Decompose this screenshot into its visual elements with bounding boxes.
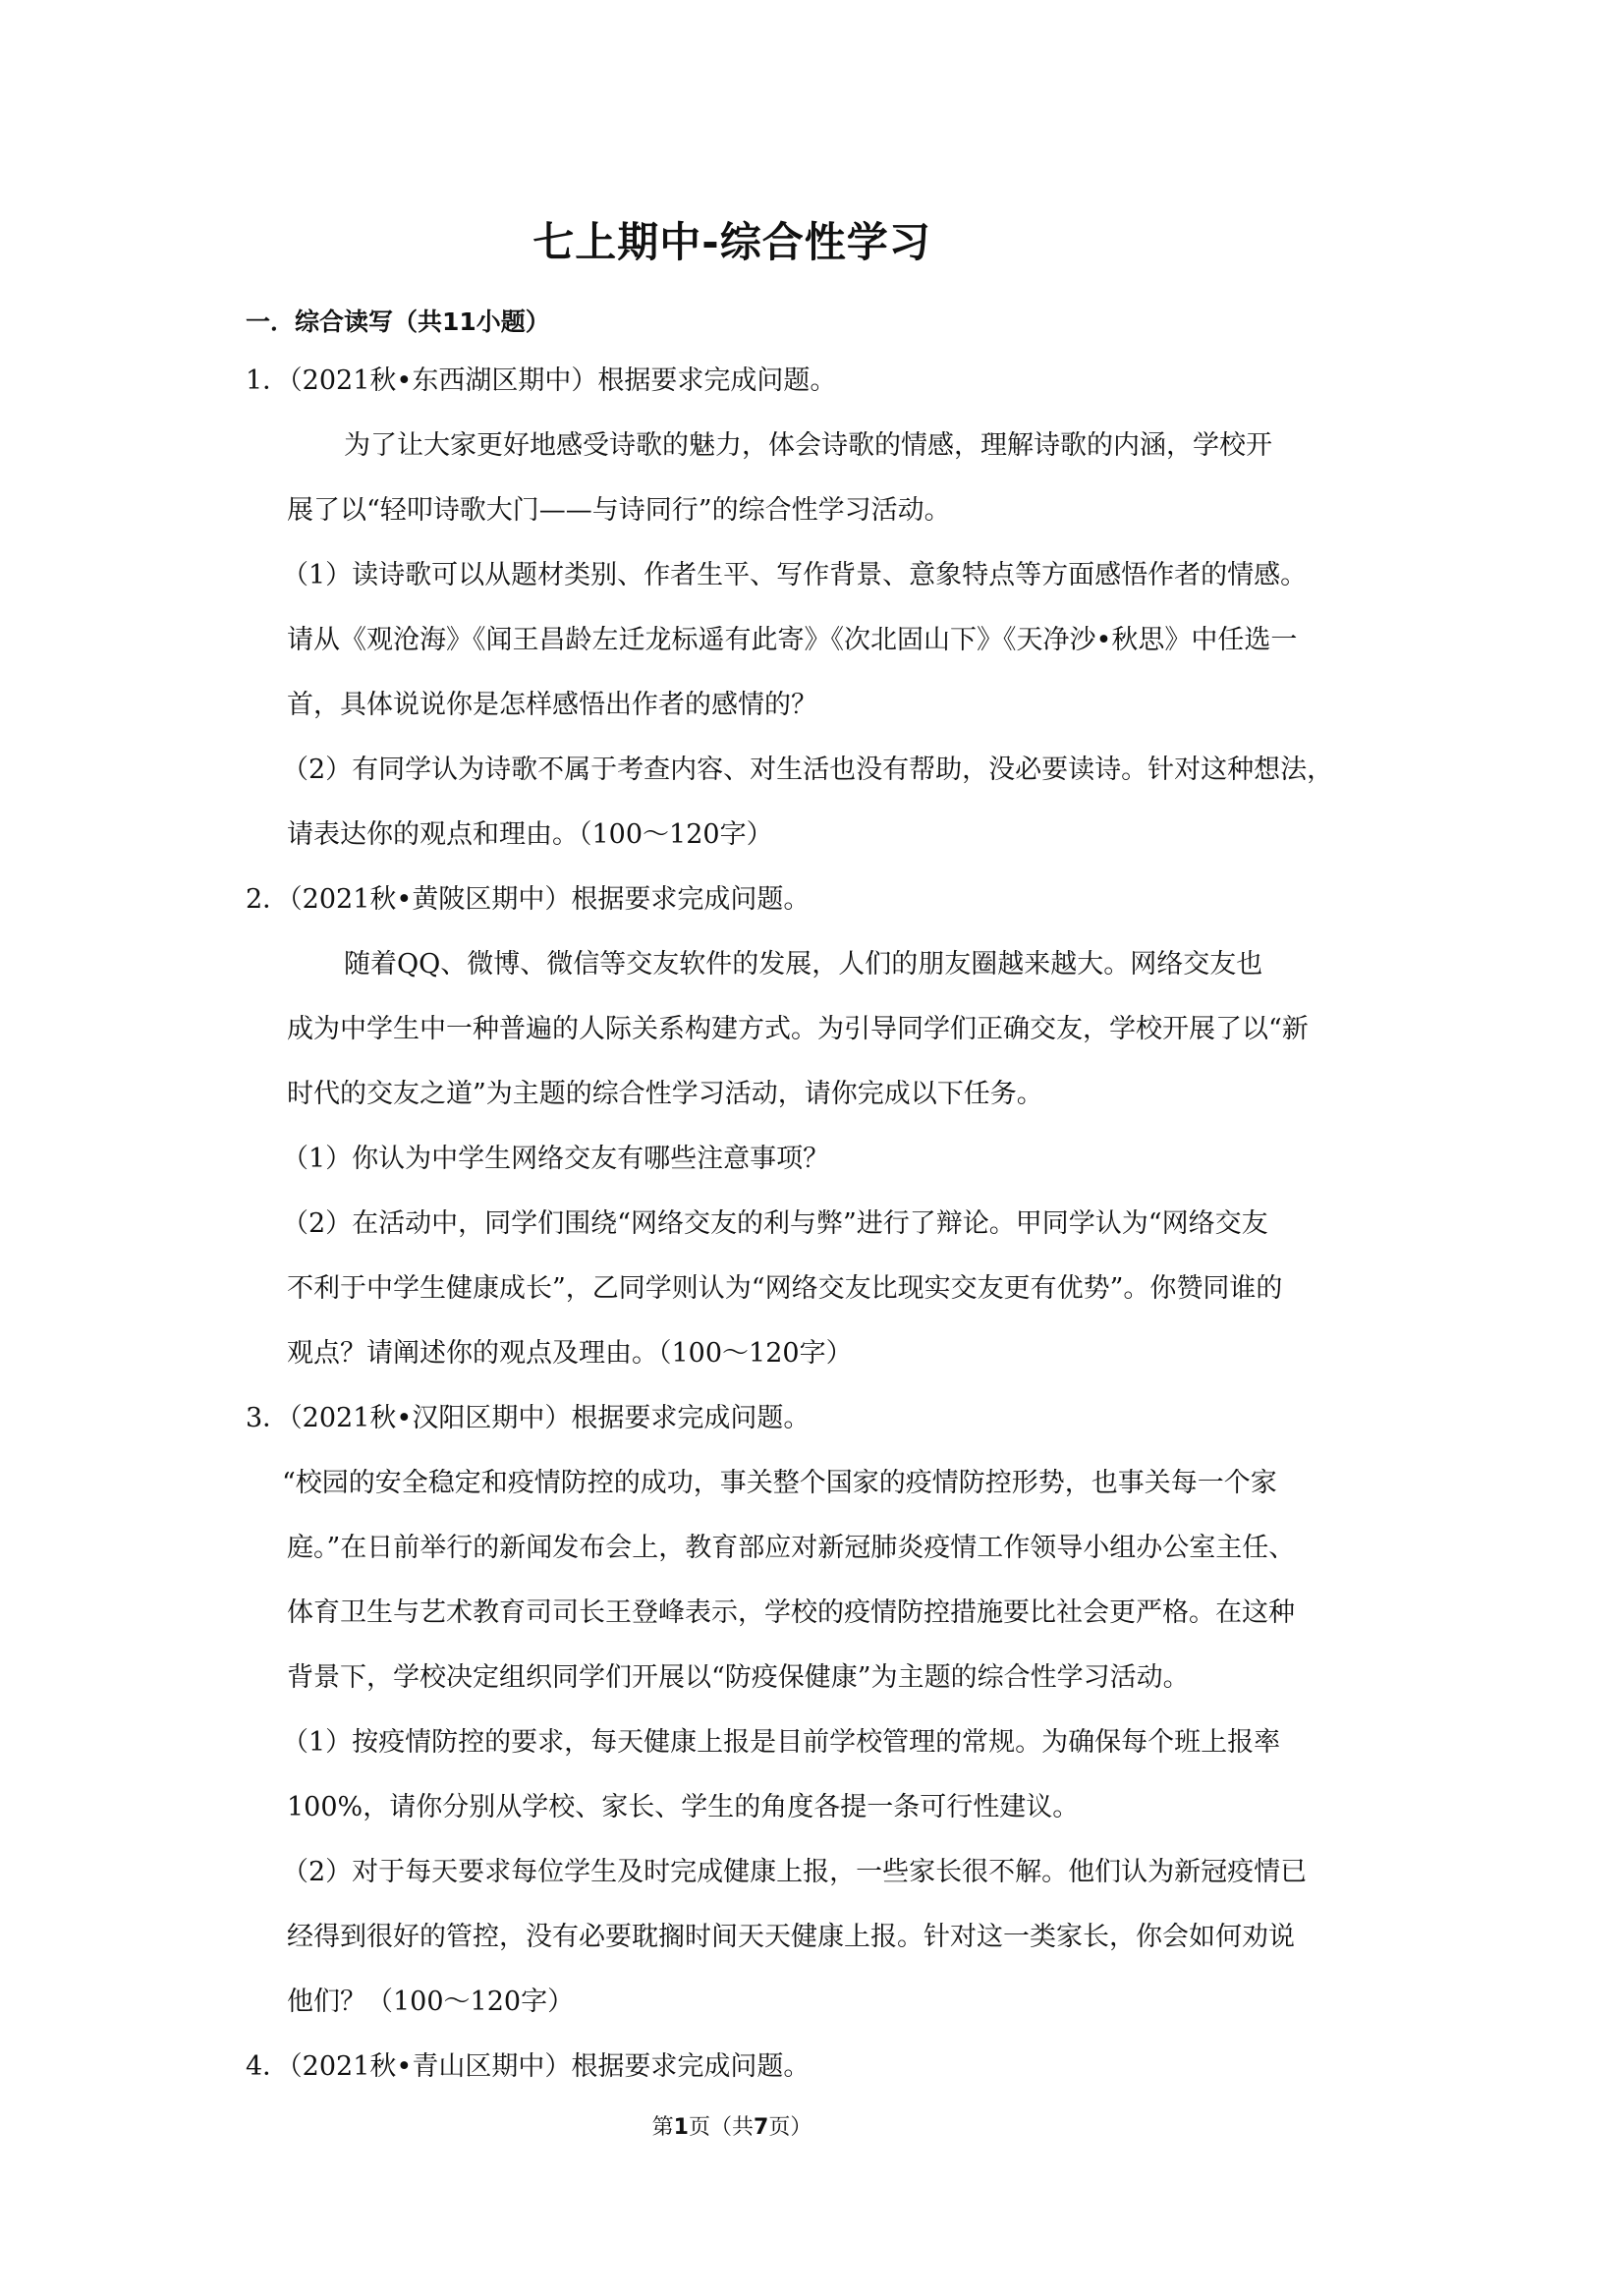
- question-1-line: （2）有同学认为诗歌不属于考查内容、对生活也没有帮助，没必要读诗。针对这种想法，: [282, 755, 1334, 785]
- question-1-line: 首，具体说说你是怎样感悟出作者的感情的？: [287, 690, 817, 720]
- question-1-line: 请从《观沧海》《闻王昌龄左迁龙标遥有此寄》《次北固山下》《天净沙•秋思》中任选一: [287, 625, 1298, 655]
- question-3-line: （2）对于每天要求每位学生及时完成健康上报，一些家长很不解。他们认为新冠疫情已: [282, 1857, 1308, 1887]
- page-footer: [0, 2110, 1464, 2141]
- question-3-line: 背景下，学校决定组织同学们开展以“防疫保健康”为主题的综合性学习活动。: [287, 1662, 1190, 1693]
- question-1-line: （1）读诗歌可以从题材类别、作者生平、写作背景、意象特点等方面感悟作者的情感。: [282, 560, 1308, 590]
- question-1-line: 展了以“轻叩诗歌大门——与诗同行”的综合性学习活动。: [287, 495, 951, 526]
- question-2-line: （2）在活动中，同学们围绕“网络交友的利与弊”进行了辩论。甲同学认为“网络交友: [282, 1208, 1268, 1239]
- footer-total-pages: 7: [754, 2115, 769, 2140]
- question-2-line: 时代的交友之道”为主题的综合性学习活动，请你完成以下任务。: [287, 1079, 1043, 1109]
- question-1-line: 请表达你的观点和理由。（100～120字）: [287, 819, 773, 850]
- footer-suffix: 页）: [768, 2115, 812, 2140]
- section-heading: 一．综合读写（共11小题）: [246, 308, 550, 336]
- question-2-line: （1）你认为中学生网络交友有哪些注意事项？: [282, 1144, 830, 1174]
- question-3-line: 他们？（100～120字）: [287, 1987, 575, 2017]
- question-3-line: 经得到很好的管控，没有必要耽搁时间天天健康上报。针对这一类家长，你会如何劝说: [287, 1922, 1295, 1952]
- footer-prefix: 第: [651, 2115, 674, 2140]
- question-2-line: 观点？请阐述你的观点及理由。（100～120字）: [287, 1338, 853, 1369]
- question-3-line: 体育卫生与艺术教育司司长王登峰表示，学校的疫情防控措施要比社会更严格。在这种: [287, 1597, 1295, 1628]
- question-3-line: （1）按疫情防控的要求，每天健康上报是目前学校管理的常规。为确保每个班上报率: [282, 1727, 1281, 1758]
- question-1-line: 为了让大家更好地感受诗歌的魅力，体会诗歌的情感，理解诗歌的内涵，学校开: [344, 430, 1272, 461]
- question-2-line: 不利于中学生健康成长”，乙同学则认为“网络交友比现实交友更有优势”。你赞同谁的: [287, 1273, 1283, 1304]
- question-4-header: 4．（2021秋•青山区期中）根据要求完成问题。: [246, 2051, 811, 2082]
- question-3-line: 庭。”在日前举行的新闻发布会上，教育部应对新冠肺炎疫情工作领导小组办公室主任、: [287, 1533, 1296, 1563]
- page-title: 七上期中-综合性学习: [532, 218, 931, 266]
- question-2-line: 成为中学生中一种普遍的人际关系构建方式。为引导同学们正确交友，学校开展了以“新: [287, 1014, 1309, 1044]
- question-2-line: 随着QQ、微博、微信等交友软件的发展，人们的朋友圈越来越大。网络交友也: [344, 949, 1263, 980]
- footer-middle: 页（共: [688, 2115, 754, 2140]
- question-3-header: 3．（2021秋•汉阳区期中）根据要求完成问题。: [246, 1403, 811, 1433]
- question-1-header: 1．（2021秋•东西湖区期中）根据要求完成问题。: [246, 365, 837, 396]
- footer-page-number: 1: [673, 2115, 689, 2140]
- question-2-header: 2．（2021秋•黄陂区期中）根据要求完成问题。: [246, 884, 811, 915]
- question-3-line: “校园的安全稳定和疫情防控的成功，事关整个国家的疫情防控形势，也事关每一个家: [282, 1468, 1277, 1498]
- question-3-line: 100%，请你分别从学校、家长、学生的角度各提一条可行性建议。: [287, 1792, 1080, 1822]
